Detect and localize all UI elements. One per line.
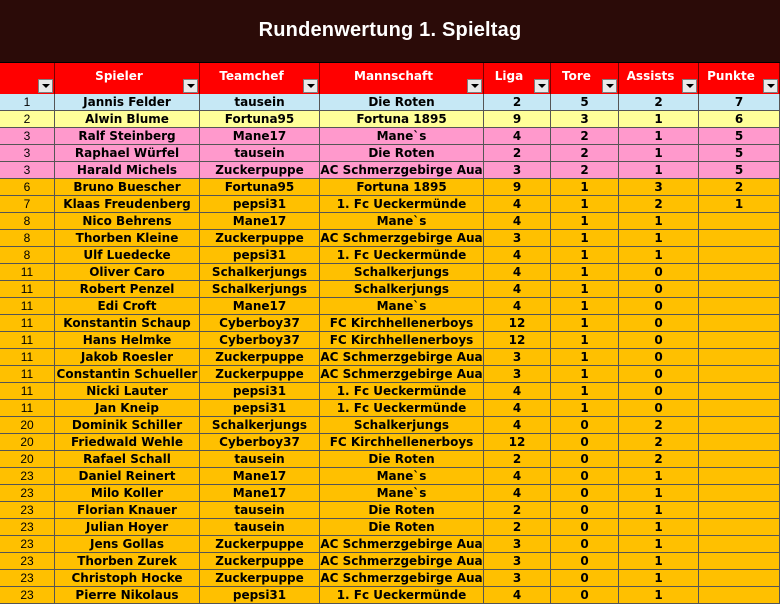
spieler-cell[interactable]: Ulf Luedecke: [55, 247, 200, 263]
rank-cell[interactable]: 23: [0, 502, 55, 518]
col-header-mannschaft: Mannschaft: [320, 63, 484, 94]
mannschaft-cell[interactable]: AC Schmerzgebirge Aua: [320, 350, 483, 364]
punkte-cell[interactable]: 2: [699, 179, 780, 195]
tore-cell[interactable]: 0: [551, 485, 619, 501]
punkte-cell[interactable]: [699, 366, 780, 382]
title-bar: [0, 0, 780, 63]
teamchef-cell[interactable]: pepsi31: [200, 196, 320, 212]
liga-cell[interactable]: 4: [484, 485, 551, 501]
rank-cell[interactable]: 11: [0, 298, 55, 314]
assists-cell[interactable]: 1: [619, 587, 699, 603]
spieler-cell[interactable]: Rafael Schall: [55, 451, 200, 467]
table-row[interactable]: [0, 298, 780, 315]
table-row[interactable]: [0, 111, 780, 128]
punkte-cell[interactable]: 1: [699, 196, 780, 212]
mannschaft-cell[interactable]: Die Roten: [320, 519, 484, 535]
tore-cell[interactable]: 1: [551, 247, 619, 263]
rank-cell[interactable]: 23: [0, 485, 55, 501]
col-header-punkte: Punkte: [699, 63, 780, 94]
filter-dropdown-icon[interactable]: [763, 79, 778, 93]
teamchef-cell[interactable]: Fortuna95: [200, 111, 320, 127]
table-row[interactable]: [0, 264, 780, 281]
teamchef-cell[interactable]: Schalkerjungs: [200, 264, 320, 280]
teamchef-cell[interactable]: pepsi31: [200, 383, 320, 399]
liga-cell[interactable]: 3: [484, 162, 551, 178]
punkte-cell[interactable]: [699, 502, 780, 518]
punkte-cell[interactable]: [699, 485, 780, 501]
assists-cell[interactable]: 1: [619, 247, 699, 263]
mannschaft-cell[interactable]: FC Kirchhellenerboys: [320, 315, 484, 331]
liga-cell[interactable]: 2: [484, 519, 551, 535]
assists-cell[interactable]: 1: [619, 570, 699, 586]
assists-cell[interactable]: 1: [619, 519, 699, 535]
assists-cell[interactable]: 1: [619, 536, 699, 552]
rank-cell[interactable]: 8: [0, 213, 55, 229]
rank-cell[interactable]: 23: [0, 587, 55, 603]
tore-cell[interactable]: 2: [551, 128, 619, 144]
punkte-cell[interactable]: [699, 230, 780, 246]
liga-cell[interactable]: 4: [484, 128, 551, 144]
tore-cell[interactable]: 1: [551, 281, 619, 297]
mannschaft-cell[interactable]: AC Schmerzgebirge Aua: [320, 231, 483, 245]
assists-cell[interactable]: 0: [619, 383, 699, 399]
filter-dropdown-icon[interactable]: [602, 79, 617, 93]
tore-cell[interactable]: 0: [551, 502, 619, 518]
assists-cell[interactable]: 2: [619, 94, 699, 110]
liga-cell[interactable]: 3: [484, 366, 551, 382]
col-header-teamchef: Teamchef: [200, 63, 320, 94]
liga-cell[interactable]: 3: [484, 349, 551, 365]
assists-cell[interactable]: 1: [619, 128, 699, 144]
liga-cell[interactable]: 3: [484, 570, 551, 586]
assists-cell[interactable]: 1: [619, 468, 699, 484]
table-row[interactable]: [0, 366, 780, 383]
teamchef-cell[interactable]: tausein: [200, 519, 320, 535]
rank-cell[interactable]: 3: [0, 145, 55, 161]
rank-cell[interactable]: 11: [0, 366, 55, 382]
col-header-assists: Assists: [619, 63, 699, 94]
table-row[interactable]: [0, 434, 780, 451]
liga-cell[interactable]: 2: [484, 502, 551, 518]
punkte-cell[interactable]: 7: [699, 94, 780, 110]
rank-cell[interactable]: 3: [0, 162, 55, 178]
col-header-rank: [0, 63, 55, 94]
teamchef-cell[interactable]: tausein: [200, 451, 320, 467]
rank-cell[interactable]: 23: [0, 536, 55, 552]
liga-cell[interactable]: 4: [484, 417, 551, 433]
mannschaft-cell[interactable]: Schalkerjungs: [320, 417, 484, 433]
spieler-cell[interactable]: Milo Koller: [55, 485, 200, 501]
table-row[interactable]: [0, 536, 780, 553]
mannschaft-cell[interactable]: 1. Fc Ueckermünde: [320, 383, 484, 399]
rank-cell[interactable]: 3: [0, 128, 55, 144]
filter-dropdown-icon[interactable]: [534, 79, 549, 93]
liga-cell[interactable]: 4: [484, 400, 551, 416]
table-row[interactable]: [0, 383, 780, 400]
assists-cell[interactable]: 1: [619, 213, 699, 229]
tore-cell[interactable]: 0: [551, 536, 619, 552]
teamchef-cell[interactable]: Fortuna95: [200, 179, 320, 195]
liga-cell[interactable]: 4: [484, 468, 551, 484]
tore-cell[interactable]: 0: [551, 417, 619, 433]
tore-cell[interactable]: 1: [551, 196, 619, 212]
table-row[interactable]: [0, 196, 780, 213]
mannschaft-cell[interactable]: AC Schmerzgebirge Aua: [320, 571, 483, 585]
liga-cell[interactable]: 2: [484, 145, 551, 161]
punkte-cell[interactable]: [699, 587, 780, 603]
punkte-cell[interactable]: 5: [699, 162, 780, 178]
spieler-cell[interactable]: Florian Knauer: [55, 502, 200, 518]
tore-cell[interactable]: 1: [551, 230, 619, 246]
tore-cell[interactable]: 0: [551, 434, 619, 450]
spieler-cell[interactable]: Pierre Nikolaus: [55, 587, 200, 603]
table-row[interactable]: [0, 349, 780, 366]
teamchef-cell[interactable]: Cyberboy37: [200, 332, 320, 348]
spieler-cell[interactable]: Oliver Caro: [55, 264, 200, 280]
tore-cell[interactable]: 3: [551, 111, 619, 127]
rank-cell[interactable]: 23: [0, 553, 55, 569]
filter-dropdown-icon[interactable]: [38, 79, 53, 93]
spieler-cell[interactable]: Jens Gollas: [55, 536, 200, 552]
spieler-cell[interactable]: Friedwald Wehle: [55, 434, 200, 450]
punkte-cell[interactable]: [699, 417, 780, 433]
teamchef-cell[interactable]: tausein: [200, 502, 320, 518]
table-row[interactable]: [0, 179, 780, 196]
tore-cell[interactable]: 1: [551, 298, 619, 314]
assists-cell[interactable]: 0: [619, 281, 699, 297]
mannschaft-cell[interactable]: Mane`s: [320, 468, 484, 484]
liga-cell[interactable]: 12: [484, 434, 551, 450]
mannschaft-cell[interactable]: Die Roten: [320, 94, 484, 110]
punkte-cell[interactable]: [699, 213, 780, 229]
table-row[interactable]: [0, 417, 780, 434]
tore-cell[interactable]: 1: [551, 383, 619, 399]
table-row[interactable]: [0, 162, 780, 179]
table-row[interactable]: [0, 230, 780, 247]
mannschaft-cell[interactable]: Mane`s: [320, 128, 484, 144]
teamchef-cell[interactable]: Schalkerjungs: [200, 417, 320, 433]
punkte-cell[interactable]: [699, 264, 780, 280]
table-row[interactable]: [0, 468, 780, 485]
tore-cell[interactable]: 2: [551, 162, 619, 178]
mannschaft-cell[interactable]: Die Roten: [320, 451, 484, 467]
tore-cell[interactable]: 1: [551, 264, 619, 280]
liga-cell[interactable]: 9: [484, 111, 551, 127]
tore-cell[interactable]: 1: [551, 349, 619, 365]
tore-cell[interactable]: 0: [551, 553, 619, 569]
punkte-cell[interactable]: [699, 332, 780, 348]
assists-cell[interactable]: 2: [619, 434, 699, 450]
filter-dropdown-icon[interactable]: [467, 79, 482, 93]
spieler-cell[interactable]: Christoph Hocke: [55, 570, 200, 586]
assists-cell[interactable]: 0: [619, 349, 699, 365]
spieler-cell[interactable]: Thorben Kleine: [55, 230, 200, 246]
col-header-liga: Liga: [484, 63, 551, 94]
teamchef-cell[interactable]: Mane17: [200, 468, 320, 484]
punkte-cell[interactable]: [699, 247, 780, 263]
spieler-cell[interactable]: Dominik Schiller: [55, 417, 200, 433]
assists-cell[interactable]: 0: [619, 315, 699, 331]
punkte-cell[interactable]: 5: [699, 128, 780, 144]
rank-cell[interactable]: 23: [0, 519, 55, 535]
table-row[interactable]: [0, 570, 780, 587]
rank-cell[interactable]: 23: [0, 570, 55, 586]
tore-cell[interactable]: 1: [551, 315, 619, 331]
mannschaft-cell[interactable]: 1. Fc Ueckermünde: [320, 247, 484, 263]
table-row[interactable]: [0, 587, 780, 604]
assists-cell[interactable]: 0: [619, 298, 699, 314]
teamchef-cell[interactable]: pepsi31: [200, 400, 320, 416]
teamchef-cell[interactable]: Cyberboy37: [200, 434, 320, 450]
tore-cell[interactable]: 1: [551, 179, 619, 195]
mannschaft-cell[interactable]: 1. Fc Ueckermünde: [320, 587, 484, 603]
rank-cell[interactable]: 23: [0, 468, 55, 484]
spieler-cell[interactable]: Jakob Roesler: [55, 349, 200, 365]
spieler-cell[interactable]: Edi Croft: [55, 298, 200, 314]
rank-cell[interactable]: 20: [0, 451, 55, 467]
liga-cell[interactable]: 9: [484, 179, 551, 195]
mannschaft-cell[interactable]: Mane`s: [320, 298, 484, 314]
mannschaft-cell[interactable]: AC Schmerzgebirge Aua: [320, 367, 483, 381]
spieler-cell[interactable]: Daniel Reinert: [55, 468, 200, 484]
tore-cell[interactable]: 0: [551, 519, 619, 535]
tore-cell[interactable]: 1: [551, 366, 619, 382]
assists-cell[interactable]: 0: [619, 264, 699, 280]
assists-cell[interactable]: 1: [619, 553, 699, 569]
spieler-cell[interactable]: Ralf Steinberg: [55, 128, 200, 144]
liga-cell[interactable]: 4: [484, 196, 551, 212]
liga-cell[interactable]: 3: [484, 230, 551, 246]
punkte-cell[interactable]: [699, 553, 780, 569]
punkte-cell[interactable]: 5: [699, 145, 780, 161]
mannschaft-cell[interactable]: Mane`s: [320, 213, 484, 229]
liga-cell[interactable]: 4: [484, 281, 551, 297]
mannschaft-cell[interactable]: Fortuna 1895: [320, 179, 484, 195]
rank-cell[interactable]: 2: [0, 111, 55, 127]
rank-cell[interactable]: 11: [0, 332, 55, 348]
assists-cell[interactable]: 2: [619, 196, 699, 212]
page-title: Rundenwertung 1. Spieltag: [258, 19, 522, 41]
liga-cell[interactable]: 2: [484, 451, 551, 467]
punkte-cell[interactable]: [699, 451, 780, 467]
rank-cell[interactable]: 11: [0, 400, 55, 416]
teamchef-cell[interactable]: Zuckerpuppe: [200, 349, 320, 365]
tore-cell[interactable]: 1: [551, 400, 619, 416]
table-row[interactable]: [0, 400, 780, 417]
table-row[interactable]: [0, 128, 780, 145]
mannschaft-cell[interactable]: FC Kirchhellenerboys: [320, 332, 484, 348]
spieler-cell[interactable]: Harald Michels: [55, 162, 200, 178]
assists-cell[interactable]: 2: [619, 417, 699, 433]
rank-cell[interactable]: 11: [0, 315, 55, 331]
spieler-cell[interactable]: Nico Behrens: [55, 213, 200, 229]
spieler-cell[interactable]: Raphael Würfel: [55, 145, 200, 161]
spieler-cell[interactable]: Hans Helmke: [55, 332, 200, 348]
teamchef-cell[interactable]: Zuckerpuppe: [200, 536, 320, 552]
teamchef-cell[interactable]: Zuckerpuppe: [200, 162, 320, 178]
mannschaft-cell[interactable]: Die Roten: [320, 145, 484, 161]
table-row[interactable]: [0, 519, 780, 536]
spieler-cell[interactable]: Julian Hoyer: [55, 519, 200, 535]
rank-cell[interactable]: 11: [0, 383, 55, 399]
table-row[interactable]: [0, 553, 780, 570]
liga-cell[interactable]: 4: [484, 213, 551, 229]
mannschaft-cell[interactable]: Die Roten: [320, 502, 484, 518]
liga-cell[interactable]: 12: [484, 332, 551, 348]
spieler-cell[interactable]: Alwin Blume: [55, 111, 200, 127]
assists-cell[interactable]: 3: [619, 179, 699, 195]
filter-dropdown-icon[interactable]: [303, 79, 318, 93]
liga-cell[interactable]: 4: [484, 383, 551, 399]
table-row[interactable]: [0, 485, 780, 502]
punkte-cell[interactable]: [699, 281, 780, 297]
punkte-cell[interactable]: [699, 349, 780, 365]
punkte-cell[interactable]: [699, 383, 780, 399]
mannschaft-cell[interactable]: FC Kirchhellenerboys: [320, 434, 484, 450]
mannschaft-cell[interactable]: Schalkerjungs: [320, 264, 484, 280]
teamchef-cell[interactable]: pepsi31: [200, 247, 320, 263]
punkte-cell[interactable]: [699, 536, 780, 552]
rank-cell[interactable]: 11: [0, 349, 55, 365]
col-header-tore: Tore: [551, 63, 619, 94]
assists-cell[interactable]: 0: [619, 400, 699, 416]
table-row[interactable]: [0, 315, 780, 332]
assists-cell[interactable]: 1: [619, 162, 699, 178]
spieler-cell[interactable]: Constantin Schueller: [55, 366, 200, 382]
table-row[interactable]: [0, 332, 780, 349]
tore-cell[interactable]: 0: [551, 570, 619, 586]
assists-cell[interactable]: 1: [619, 485, 699, 501]
assists-cell[interactable]: 1: [619, 230, 699, 246]
tore-cell[interactable]: 2: [551, 145, 619, 161]
teamchef-cell[interactable]: Mane17: [200, 213, 320, 229]
mannschaft-cell[interactable]: Mane`s: [320, 485, 484, 501]
spieler-cell[interactable]: Konstantin Schaup: [55, 315, 200, 331]
rank-cell[interactable]: 8: [0, 230, 55, 246]
table-row[interactable]: [0, 94, 780, 111]
rank-cell[interactable]: 11: [0, 264, 55, 280]
punkte-cell[interactable]: [699, 315, 780, 331]
punkte-cell[interactable]: [699, 468, 780, 484]
punkte-cell[interactable]: 6: [699, 111, 780, 127]
mannschaft-cell[interactable]: AC Schmerzgebirge Aua: [320, 537, 483, 551]
teamchef-cell[interactable]: Mane17: [200, 128, 320, 144]
filter-dropdown-icon[interactable]: [183, 79, 198, 93]
header-row: [0, 63, 780, 94]
tore-cell[interactable]: 1: [551, 213, 619, 229]
teamchef-cell[interactable]: Zuckerpuppe: [200, 553, 320, 569]
teamchef-cell[interactable]: Cyberboy37: [200, 315, 320, 331]
mannschaft-cell[interactable]: AC Schmerzgebirge Aua: [320, 163, 483, 177]
tore-cell[interactable]: 0: [551, 451, 619, 467]
teamchef-cell[interactable]: Zuckerpuppe: [200, 230, 320, 246]
assists-cell[interactable]: 1: [619, 145, 699, 161]
teamchef-cell[interactable]: Mane17: [200, 485, 320, 501]
col-header-spieler: Spieler: [55, 63, 200, 94]
teamchef-cell[interactable]: pepsi31: [200, 587, 320, 603]
rank-cell[interactable]: 8: [0, 247, 55, 263]
tore-cell[interactable]: 0: [551, 468, 619, 484]
spieler-cell[interactable]: Nicki Lauter: [55, 383, 200, 399]
table-row[interactable]: [0, 281, 780, 298]
liga-cell[interactable]: 12: [484, 315, 551, 331]
spieler-cell[interactable]: Robert Penzel: [55, 281, 200, 297]
table-row[interactable]: [0, 502, 780, 519]
spieler-cell[interactable]: Jannis Felder: [55, 94, 200, 110]
tore-cell[interactable]: 0: [551, 587, 619, 603]
liga-cell[interactable]: 4: [484, 587, 551, 603]
table-row[interactable]: [0, 145, 780, 162]
liga-cell[interactable]: 4: [484, 298, 551, 314]
teamchef-cell[interactable]: Zuckerpuppe: [200, 570, 320, 586]
punkte-cell[interactable]: [699, 298, 780, 314]
rank-cell[interactable]: 20: [0, 434, 55, 450]
liga-cell[interactable]: 3: [484, 553, 551, 569]
liga-cell[interactable]: 3: [484, 536, 551, 552]
table-row[interactable]: [0, 213, 780, 230]
assists-cell[interactable]: 0: [619, 366, 699, 382]
assists-cell[interactable]: 1: [619, 111, 699, 127]
mannschaft-cell[interactable]: Schalkerjungs: [320, 281, 484, 297]
tore-cell[interactable]: 1: [551, 332, 619, 348]
mannschaft-cell[interactable]: 1. Fc Ueckermünde: [320, 400, 484, 416]
punkte-cell[interactable]: [699, 434, 780, 450]
spieler-cell[interactable]: Jan Kneip: [55, 400, 200, 416]
mannschaft-cell[interactable]: AC Schmerzgebirge Aua: [320, 554, 483, 568]
assists-cell[interactable]: 2: [619, 451, 699, 467]
spieler-cell[interactable]: Klaas Freudenberg: [55, 196, 200, 212]
liga-cell[interactable]: 4: [484, 264, 551, 280]
liga-cell[interactable]: 4: [484, 247, 551, 263]
teamchef-cell[interactable]: Zuckerpuppe: [200, 366, 320, 382]
spieler-cell[interactable]: Bruno Buescher: [55, 179, 200, 195]
liga-cell[interactable]: 2: [484, 94, 551, 110]
rank-cell[interactable]: 6: [0, 179, 55, 195]
spieler-cell[interactable]: Thorben Zurek: [55, 553, 200, 569]
rank-cell[interactable]: 20: [0, 417, 55, 433]
table-row[interactable]: [0, 451, 780, 468]
mannschaft-cell[interactable]: 1. Fc Ueckermünde: [320, 196, 484, 212]
rank-cell[interactable]: 11: [0, 281, 55, 297]
mannschaft-cell[interactable]: Fortuna 1895: [320, 111, 484, 127]
rank-cell[interactable]: 7: [0, 196, 55, 212]
filter-dropdown-icon[interactable]: [682, 79, 697, 93]
table-row[interactable]: [0, 247, 780, 264]
assists-cell[interactable]: 1: [619, 502, 699, 518]
assists-cell[interactable]: 0: [619, 332, 699, 348]
rank-cell[interactable]: 1: [0, 94, 55, 110]
teamchef-cell[interactable]: Mane17: [200, 298, 320, 314]
teamchef-cell[interactable]: tausein: [200, 145, 320, 161]
tore-cell[interactable]: 5: [551, 94, 619, 110]
punkte-cell[interactable]: [699, 400, 780, 416]
punkte-cell[interactable]: [699, 519, 780, 535]
teamchef-cell[interactable]: tausein: [200, 94, 320, 110]
teamchef-cell[interactable]: Schalkerjungs: [200, 281, 320, 297]
punkte-cell[interactable]: [699, 570, 780, 586]
